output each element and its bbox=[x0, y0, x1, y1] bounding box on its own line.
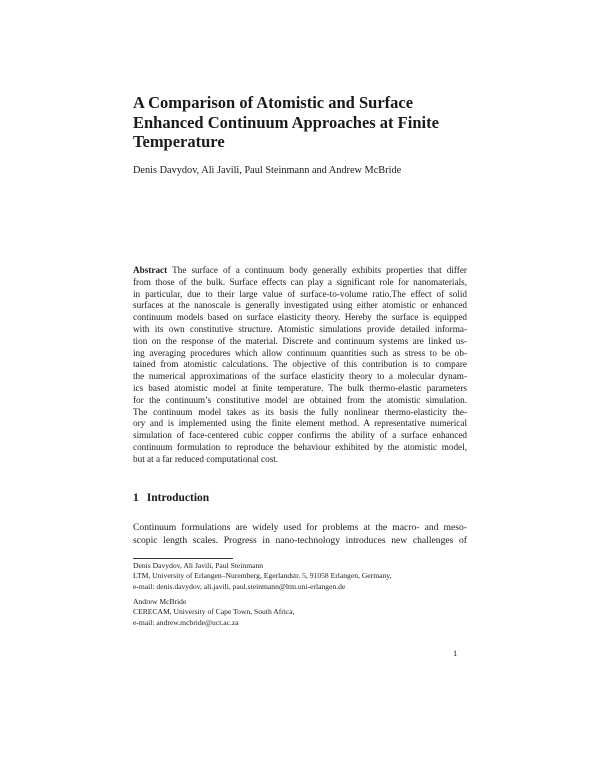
abstract-line: tion on the response of the material. Discrete and continuum systems are linked us- bbox=[133, 335, 467, 346]
introduction-text bbox=[133, 521, 467, 547]
abstract-line: ics based atomistic model at finite temperature. The bulk thermo-elastic parameters bbox=[133, 382, 467, 393]
abstract-line: continuum formulation to reproduce the behaviour exhibited by the atomistic model, bbox=[133, 441, 467, 452]
title-line: A Comparison of Atomistic and Surface bbox=[133, 93, 414, 112]
title-line: Temperature bbox=[133, 132, 225, 151]
page-number: 1 bbox=[453, 648, 458, 658]
abstract-line: tained from atomistic calculations. The objective of this contribution is to compare bbox=[133, 359, 467, 370]
abstract-line: simulation of face-centered cubic copper confirms the ability of a surface enhanced bbox=[133, 430, 467, 441]
abstract-line: but at a far reduced computational cost. bbox=[133, 453, 279, 464]
abstract-line: The continuum model takes as its basis the fully nonlinear thermo-elasticity the- bbox=[133, 406, 467, 417]
abstract-line: with its own constitutive structure. Atomistic simulations provide detailed informa- bbox=[133, 323, 467, 334]
footnote-affiliation-erlangen bbox=[133, 561, 467, 592]
body-line: scopic length scales. Progress in nano-technology introduces new challenges of bbox=[133, 535, 467, 546]
abstract-line: continuum models based on surface elasticity theory. Hereby the surface is equipped bbox=[133, 312, 467, 323]
abstract-line: in particular, due to their large value of surface-to-volume ratio.The effect of solid bbox=[133, 288, 467, 299]
footnote-line: LTM, University of Erlangen–Nuremberg, Egerlandstr. 5, 91058 Erlangen, Germany, bbox=[133, 571, 392, 581]
section-title: Introduction bbox=[146, 492, 210, 504]
footnote-line: Denis Davydov, Ali Javili, Paul Steinmann bbox=[133, 561, 264, 570]
footnote-email: e-mail: andrew.mcbride@uct.ac.za bbox=[133, 617, 239, 627]
section-heading-introduction bbox=[133, 492, 209, 504]
footnote-email: e-mail: denis.davydov, ali.javili, paul.steinmann@ltm.uni-erlangen.de bbox=[133, 581, 346, 591]
abstract-line: ing averaging procedures which allow continuum quantities such as stress to be ob- bbox=[133, 347, 467, 358]
paper-title bbox=[133, 93, 473, 152]
title-line: Enhanced Continuum Approaches at Finite bbox=[133, 112, 439, 132]
footnote-line: CERECAM, University of Cape Town, South Africa, bbox=[133, 607, 295, 617]
section-number: 1 bbox=[133, 492, 139, 504]
abstract-line bbox=[133, 265, 467, 277]
footnote-divider bbox=[133, 558, 233, 559]
abstract-line: from those of the bulk. Surface effects can play a significant role for nanomaterials, bbox=[133, 276, 467, 287]
author-list: Denis Davydov, Ali Javili, Paul Steinmann and Andrew McBride bbox=[133, 165, 402, 176]
abstract-text: The surface of a continuum body generally exhibits properties that differ bbox=[172, 265, 467, 275]
abstract-block bbox=[133, 265, 467, 466]
abstract-line: surfaces at the nanoscale is generally investigated using either atomistic or enhanced bbox=[133, 300, 467, 311]
abstract-label: Abstract bbox=[133, 265, 168, 275]
abstract-line: for the continuum’s constitutive model are obtained from the atomistic simulation. bbox=[133, 394, 467, 405]
abstract-line: the numerical approximations of the surface elasticity theory to a molecular dynam- bbox=[133, 371, 467, 382]
footnote-line: Andrew McBride bbox=[133, 597, 187, 606]
body-line: Continuum formulations are widely used for problems at the macro- and meso- bbox=[133, 522, 467, 533]
footnote-affiliation-cape-town bbox=[133, 597, 467, 628]
abstract-line: ory and is implemented using the finite element method. A representative numerical bbox=[133, 418, 467, 429]
